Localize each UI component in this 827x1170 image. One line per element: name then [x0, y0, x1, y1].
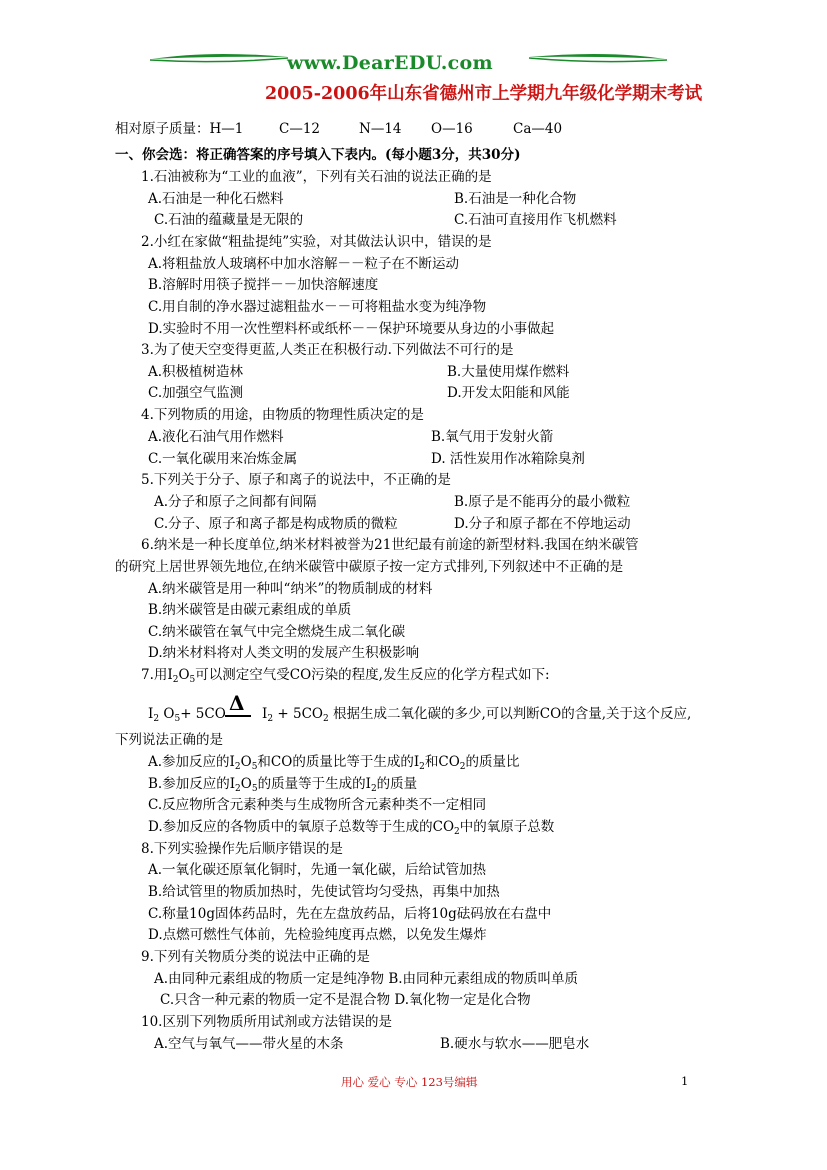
q5-option-d: D.分子和原子都在不停地运动: [454, 516, 631, 532]
q1-option-d: C.石油可直接用作飞机燃料: [454, 212, 617, 228]
q3-stem: 3.为了使天空变得更蓝,人类正在积极行动.下列做法不可行的是: [141, 342, 514, 358]
q6-option-d: D.纳米材料将对人类文明的发展产生积极影响: [148, 645, 420, 661]
q3-option-a: A.积极植树造林: [148, 364, 244, 380]
q4-option-a: A.液化石油气用作燃料: [148, 429, 284, 445]
q5-option-c: C.分子、原子和离子都是构成物质的微粒: [154, 516, 398, 532]
page-number: 1: [681, 1074, 689, 1088]
q8-option-c: C.称量10g固体药品时，先在左盘放药品，后将10g砝码放在右盘中: [148, 906, 552, 922]
q9-stem: 9.下列有关物质分类的说法中正确的是: [141, 949, 370, 965]
q4-option-d: D. 活性炭用作冰箱除臭剂: [431, 451, 585, 467]
q1-option-b: B.石油是一种化合物: [454, 191, 577, 207]
section-heading: 一、你会选：将正确答案的序号填入下表内。(每小题3分，共30分): [115, 147, 521, 163]
q2-stem: 2.小红在家做“粗盐提纯”实验，对其做法认识中，错误的是: [141, 234, 492, 250]
q2-option-c: C.用自制的净水器过滤粗盐水－－可将粗盐水变为纯净物: [148, 299, 487, 315]
q7-option-d: D.参加反应的各物质中的氧原子总数等于生成的$CO_2$中的氧原子总数: [148, 819, 555, 837]
heat-condition-symbol: Δ: [229, 691, 245, 715]
q6-stem-line1: 6.纳米是一种长度单位,纳米材料被誉为21世纪最有前途的新型材料.我国在纳米碳管: [141, 537, 639, 553]
header-swoosh-left: [150, 50, 290, 66]
q5-option-b: B.原子是不能再分的最小微粒: [454, 494, 631, 510]
q4-option-c: C.一氧化碳用来冶炼金属: [148, 451, 298, 467]
q8-option-d: D.点燃可燃性气体前，先检验纯度再点燃，以免发生爆炸: [148, 927, 487, 943]
q9-options-cd: C.只含一种元素的物质一定不是混合物 D.氧化物一定是化合物: [160, 992, 531, 1008]
q10-option-a: A.空气与氧气——带火星的木条: [154, 1036, 344, 1052]
q7-option-b: B.参加反应的$I_2O_5$的质量等于生成的$I_2$的质量: [148, 776, 418, 794]
q3-option-d: D.开发太阳能和风能: [447, 385, 570, 401]
q9-options-ab: A.由同种元素组成的物质一定是纯净物 B.由同种元素组成的物质叫单质: [154, 971, 579, 987]
q8-option-a: A.一氧化碳还原氧化铜时，先通一氧化碳，后给试管加热: [148, 862, 487, 878]
q1-option-c: C.石油的蕴藏量是无限的: [154, 212, 304, 228]
q7-option-c: C.反应物所含元素种类与生成物所含元素种类不一定相同: [148, 797, 487, 813]
q2-option-d: D.实验时不用一次性塑料杯或纸杯－－保护环境要从身边的小事做起: [148, 321, 555, 337]
q8-option-b: B.给试管里的物质加热时，先使试管均匀受热，再集中加热: [148, 884, 500, 900]
q3-option-b: B.大量使用煤作燃料: [447, 364, 570, 380]
q7-stem-line3: 下列说法正确的是: [115, 732, 223, 748]
site-name: www.DearEDU.com: [287, 52, 493, 74]
atomic-mass-ca: Ca—40: [513, 121, 563, 137]
q10-option-b: B.硬水与软水——肥皂水: [440, 1036, 590, 1052]
q7-equation-left: $I_2$ $O_5+ 5CO$: [148, 706, 226, 724]
q6-stem-line2: 的研究上居世界领先地位,在纳米碳管中碳原子按一定方式排列,下列叙述中不正确的是: [115, 559, 624, 575]
q6-option-a: A.纳米碳管是用一种叫“纳米”的物质制成的材料: [148, 581, 433, 597]
q10-stem: 10.区别下列物质所用试剂或方法错误的是: [141, 1014, 392, 1030]
q2-option-b: B.溶解时用筷子搅拌－－加快溶解速度: [148, 277, 379, 293]
atomic-mass-n: N—14: [359, 121, 402, 137]
q1-option-a: A.石油是一种化石燃料: [148, 191, 284, 207]
q6-option-c: C.纳米碳管在氧气中完全燃烧生成二氧化碳: [148, 624, 406, 640]
q7-equation-right: $I_2 + 5CO_2$ 根据生成二氧化碳的多少,可以判断CO的含量,关于这个反应,: [262, 706, 692, 724]
q3-option-c: C.加强空气监测: [148, 385, 244, 401]
footer-text: 用心 爱心 专心 123号编辑: [341, 1075, 478, 1089]
q5-stem: 5.下列关于分子、原子和离子的说法中，不正确的是: [141, 472, 451, 488]
reaction-arrow-line: [225, 715, 251, 717]
q4-option-b: B.氧气用于发射火箭: [431, 429, 554, 445]
q7-stem-line1: 7.用$I_2O_5$可以测定空气受CO污染的程度,发生反应的化学方程式如下:: [141, 667, 550, 685]
atomic-mass-o: O—16: [431, 121, 473, 137]
q5-option-a: A.分子和原子之间都有间隔: [154, 494, 317, 510]
q2-option-a: A.将粗盐放人玻璃杯中加水溶解－－粒子在不断运动: [148, 256, 460, 272]
q4-stem: 4.下列物质的用途，由物质的物理性质决定的是: [141, 407, 424, 423]
q7-option-a: A.参加反应的$I_2O_5$和CO的质量比等于生成的$I_2$和$CO_2$的质量比: [148, 754, 520, 772]
q1-stem: 1.石油被称为“工业的血液”，下列有关石油的说法正确的是: [141, 169, 492, 185]
header-swoosh-right: [527, 50, 667, 66]
q8-stem: 8.下列实验操作先后顺序错误的是: [141, 841, 343, 857]
page-title: 2005-2006年山东省德州市上学期九年级化学期末考试: [265, 84, 703, 104]
q6-option-b: B.纳米碳管是由碳元素组成的单质: [148, 602, 352, 618]
atomic-mass-c: C—12: [279, 121, 321, 137]
atomic-mass-label: 相对原子质量：H—1: [115, 121, 244, 137]
